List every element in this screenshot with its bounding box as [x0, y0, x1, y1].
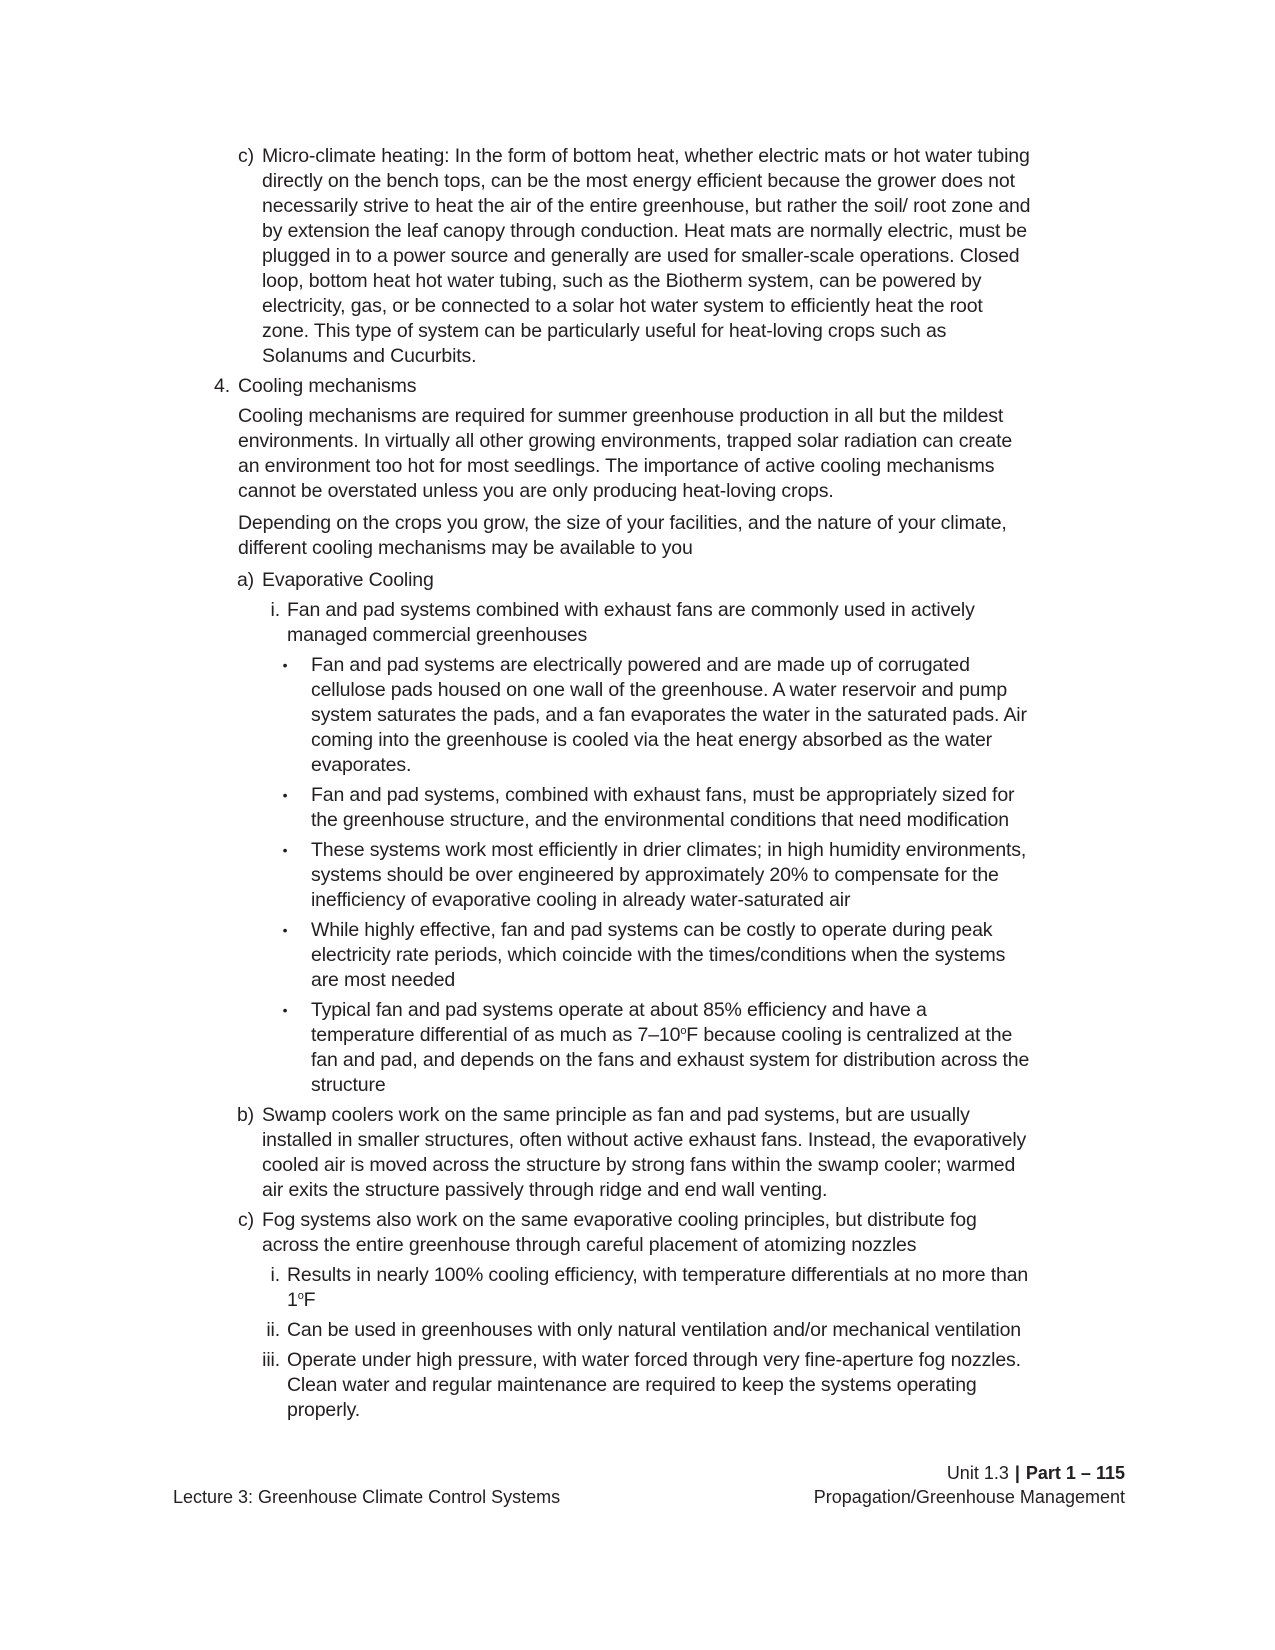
- paragraph-cooling-required: Cooling mechanisms are required for summer greenhouse production in all but the mildest environments. In virtually all other growing environments, trapped solar radiation can create an environment too hot for most seedlings. The importance of active cooling mechanisms cannot be overstated unless you are only producing heat-loving crops.: [238, 405, 1013, 502]
- bullet-icon: •: [282, 1002, 288, 1018]
- bullet-item: [204, 783, 1034, 833]
- bullet-text: Fan and pad systems are electrically powered and are made up of corrugated cellulose pads housed on one wall of the greenhouse. A water reservoir and pump system saturates the pads, and a fan evaporates the water in the saturated pads. Air coming into the greenhouse is cooled via the heat energy absorbed as the water evaporates.: [311, 654, 1027, 776]
- list-item-fog-iii: [204, 1348, 1034, 1423]
- list-marker: ii.: [266, 1319, 280, 1341]
- section-heading: Cooling mechanisms: [238, 375, 417, 397]
- bullet-item: [204, 918, 1034, 993]
- list-item-text: Swamp coolers work on the same principle as fan and pad systems, but are usually installed in smaller structures, often without active exhaust fans. Instead, the evaporatively cooled air is moved across the structure by strong fans within the swamp cooler; warmed air exits the structure passively through ridge and end wall venting.: [262, 1104, 1027, 1201]
- list-item-a-evaporative-cooling: [204, 568, 1034, 593]
- list-item-c-micro-climate-heating: [204, 144, 1034, 369]
- list-item-b-swamp-coolers: [204, 1103, 1034, 1203]
- bullet-item: [204, 998, 1034, 1098]
- list-marker: a): [236, 569, 254, 591]
- bullet-text: These systems work most efficiently in drier climates; in high humidity environments, systems should be over engineered by approximately 20% to compensate for the inefficiency of evaporative cooling in already water-saturated air: [311, 839, 1027, 911]
- footer-lecture-title: Lecture 3: Greenhouse Climate Control Systems: [173, 1487, 561, 1507]
- list-marker: i.: [270, 599, 280, 621]
- page-body: [204, 144, 1034, 1428]
- list-item-text-part: Results in nearly 100% cooling efficiency, with temperature differentials at no more than 1: [287, 1264, 1029, 1311]
- bullet-icon: •: [282, 787, 288, 803]
- page-number-line: [947, 1463, 1125, 1484]
- bullet-text: While highly effective, fan and pad systems can be costly to operate during peak electricity rate periods, which coincide with the times/conditions when the systems are most needed: [311, 919, 1006, 991]
- list-item-text: Can be used in greenhouses with only natural ventilation and/or mechanical ventilation: [287, 1319, 1021, 1341]
- bullet-text: Fan and pad systems, combined with exhaust fans, must be appropriately sized for the greenhouse structure, and the environmental conditions that need modification: [311, 784, 1015, 831]
- bullet-text-part: Typical fan and pad systems operate at about 85% efficiency and have a temperature differential of as much as 7–10: [311, 999, 927, 1046]
- bullet-icon: •: [282, 657, 288, 673]
- list-item-text: [287, 1263, 1034, 1313]
- list-item-4-cooling-mechanisms: [204, 374, 1034, 399]
- bullet-item: [204, 653, 1034, 778]
- bullet-item: [204, 838, 1034, 913]
- degree-superscript: o: [297, 1290, 304, 1302]
- list-item-c-fog-systems: [204, 1208, 1034, 1258]
- footer-section-title: Propagation/Greenhouse Management: [813, 1487, 1125, 1507]
- degree-superscript: o: [680, 1025, 687, 1037]
- list-marker: c): [238, 1209, 254, 1231]
- bullet-text: [311, 998, 1034, 1098]
- footer-separator: |: [1014, 1463, 1020, 1483]
- list-item-fog-ii: [204, 1318, 1034, 1343]
- list-marker: b): [236, 1104, 254, 1126]
- bullet-icon: •: [282, 922, 288, 938]
- list-item-text: Fan and pad systems combined with exhaust fans are commonly used in actively managed commercial greenhouses: [287, 599, 975, 646]
- list-item-text: Micro-climate heating: In the form of bottom heat, whether electric mats or hot water tubing directly on the bench tops, can be the most energy efficient because the grower does not necessarily strive to heat the air of the entire greenhouse, but rather the soil/ root zone and by extension the leaf canopy through conduction. Heat mats are normally electric, must be plugged in to a power source and generally are used for smaller-scale operations. Closed loop, bottom heat hot water tubing, such as the Biotherm system, can be powered by electricity, gas, or be connected to a solar hot water system to efficiently heat the root zone. This type of system can be particularly useful for heat-loving crops such as Solanums and Cucurbits.: [262, 145, 1031, 367]
- list-marker: 4.: [214, 375, 230, 397]
- list-item-i-fan-and-pad: [204, 598, 1034, 648]
- list-item-text-part: F: [303, 1289, 316, 1311]
- bullet-icon: •: [282, 842, 288, 858]
- list-marker: iii.: [262, 1349, 280, 1371]
- list-marker: i.: [270, 1264, 280, 1286]
- list-item-fog-i: [204, 1263, 1034, 1313]
- list-item-text: Fog systems also work on the same evaporative cooling principles, but distribute fog across the entire greenhouse through careful placement of atomizing nozzles: [262, 1209, 977, 1256]
- unit-label: Unit 1.3: [946, 1463, 1009, 1483]
- list-item-text: Operate under high pressure, with water forced through very fine-aperture fog nozzles. Clean water and regular maintenance are required to keep the systems operating properly.: [287, 1349, 1021, 1421]
- list-item-text: Evaporative Cooling: [262, 569, 434, 591]
- bullet-text-part: F because cooling is centralized at the fan and pad, and depends on the fans and exhaust system for distribution across the structure: [311, 1024, 1030, 1096]
- page-number: Part 1 – 115: [1025, 1463, 1125, 1483]
- paragraph-depending-on-crops: Depending on the crops you grow, the size of your facilities, and the nature of your climate, different cooling mechanisms may be available to you: [238, 512, 1007, 559]
- list-marker: c): [238, 145, 254, 167]
